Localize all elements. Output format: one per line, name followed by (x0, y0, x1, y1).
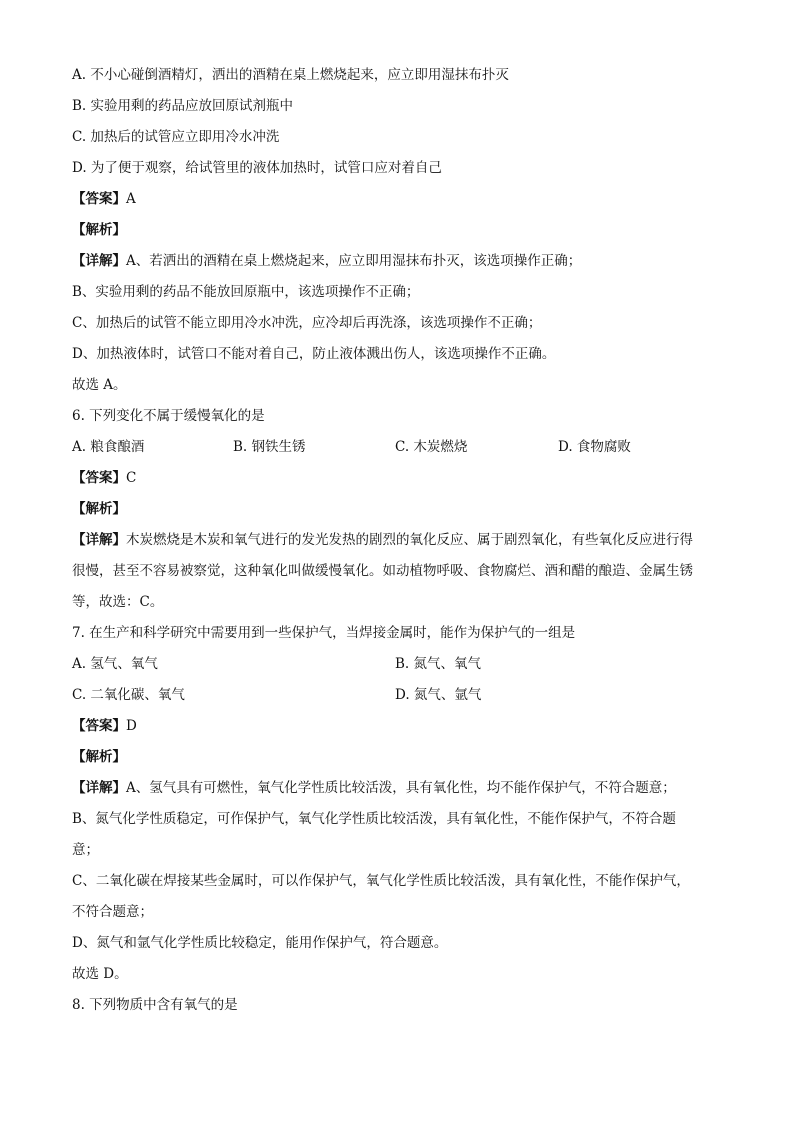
q6-option-b: B. 钢铁生锈 (233, 439, 306, 455)
q7-option-d: D. 氮气、氩气 (395, 687, 482, 703)
q7-options-row-2 (72, 680, 722, 711)
q6-stem: 6. 下列变化不属于缓慢氧化的是 (72, 408, 265, 424)
q5-option-c: C. 加热后的试管应立即用冷水冲洗 (72, 129, 280, 145)
q7-detail-line (72, 773, 722, 804)
q7-detail-line: D、氮气和氩气化学性质比较稳定，能用作保护气，符合题意。 (72, 935, 448, 951)
q7-options-row-1 (72, 649, 722, 680)
q5-option-a: A. 不小心碰倒酒精灯，洒出的酒精在桌上燃烧起来，应立即用湿抹布扑灭 (72, 67, 509, 83)
answer-value: C (126, 470, 137, 486)
q6-option-d: D. 食物腐败 (558, 439, 631, 455)
detail-tag: 【详解】 (72, 253, 126, 269)
q7-option-b: B. 氮气、氧气 (395, 656, 482, 672)
q5-detail-line: C、加热后的试管不能立即用冷水冲洗，应冷却后再洗涤，该选项操作不正确； (72, 315, 542, 331)
q7-detail-line: 意； (72, 842, 99, 858)
q6-detail-line: 很慢，甚至不容易被察觉，这种氧化叫做缓慢氧化。如动植物呼吸、食物腐烂、酒和醋的酿造、金属生锈 (72, 563, 693, 579)
q5-option-b: B. 实验用剩的药品应放回原试剂瓶中 (72, 98, 294, 114)
q6-option-c: C. 木炭燃烧 (395, 439, 468, 455)
q6-option-a: A. 粮食酿酒 (72, 439, 145, 455)
q6-detail-line: 等，故选：C。 (72, 594, 164, 610)
detail-tag: 【详解】 (72, 780, 126, 796)
q6-analysis-tag: 【解析】 (72, 501, 126, 517)
document-page (72, 60, 722, 1021)
detail-text: A、若洒出的酒精在桌上燃烧起来，应立即用湿抹布扑灭，该选项操作正确； (126, 253, 582, 269)
q7-option-c: C. 二氧化碳、氧气 (72, 687, 185, 703)
answer-tag: 【答案】 (72, 470, 126, 486)
q5-answer (72, 184, 722, 215)
detail-text: A、氢气具有可燃性，氧气化学性质比较活泼，具有氧化性，均不能作保护气，不符合题意； (126, 780, 676, 796)
q6-options-row (72, 432, 722, 463)
q7-conclusion: 故选 D。 (72, 966, 128, 982)
answer-tag: 【答案】 (72, 718, 126, 734)
q5-detail-line (72, 246, 722, 277)
detail-text: 木炭燃烧是木炭和氧气进行的发光发热的剧烈的氧化反应、属于剧烈氧化，有些氧化反应进行得 (126, 532, 693, 548)
q7-stem: 7. 在生产和科学研究中需要用到一些保护气，当焊接金属时，能作为保护气的一组是 (72, 625, 576, 641)
answer-value: A (126, 191, 136, 207)
detail-tag: 【详解】 (72, 532, 126, 548)
q5-analysis-tag: 【解析】 (72, 222, 126, 238)
q6-answer (72, 463, 722, 494)
q7-answer (72, 711, 722, 742)
q5-option-d: D. 为了便于观察，给试管里的液体加热时，试管口应对着自己 (72, 160, 442, 176)
q8-stem: 8. 下列物质中含有氧气的是 (72, 997, 238, 1013)
q6-detail-line (72, 525, 722, 556)
q7-option-a: A. 氢气、氧气 (72, 656, 158, 672)
answer-tag: 【答案】 (72, 191, 126, 207)
q5-detail-line: B、实验用剩的药品不能放回原瓶中，该选项操作不正确； (72, 284, 420, 300)
q5-conclusion: 故选 A。 (72, 377, 127, 393)
q7-analysis-tag: 【解析】 (72, 749, 126, 765)
q7-detail-line: 不符合题意； (72, 904, 153, 920)
q7-detail-line: C、二氧化碳在焊接某些金属时，可以作保护气，氧气化学性质比较活泼，具有氧化性，不能作保护气， (72, 873, 690, 889)
q7-detail-line: B、氮气化学性质稳定，可作保护气，氧气化学性质比较活泼，具有氧化性，不能作保护气，不符合题 (72, 811, 676, 827)
answer-value: D (126, 718, 137, 734)
q5-detail-line: D、加热液体时，试管口不能对着自己，防止液体溅出伤人，该选项操作不正确。 (72, 346, 556, 362)
